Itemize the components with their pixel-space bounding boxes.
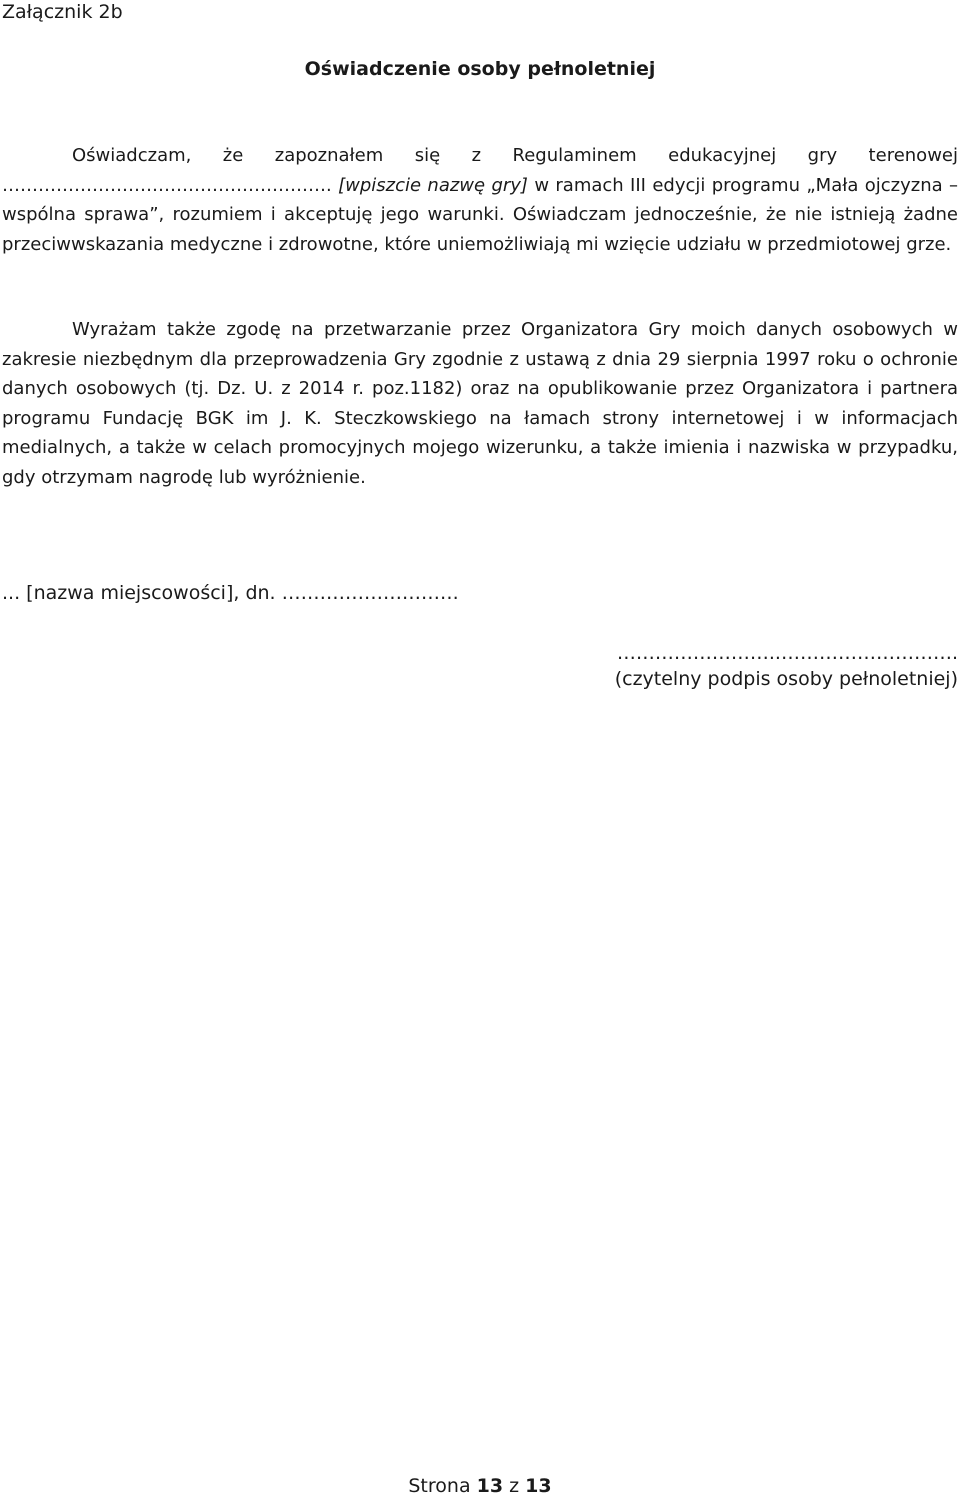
- game-name-placeholder: [wpiszcie nazwę gry]: [338, 174, 528, 196]
- footer-prefix: Strona: [408, 1475, 477, 1497]
- signature-block: [615, 640, 958, 692]
- signature-label: (czytelny podpis osoby pełnoletniej): [614, 668, 958, 690]
- signature-line: ……………………..……………………….: [616, 642, 958, 664]
- paragraph1-end: w ramach III edycji programu „Mała ojczyzna – wspólna sprawa”, rozumiem i akceptuję jego warunki. Oświadczam jednocześnie, że nie istnieją żadne przeciwwskazania medyczne i zdrowotne, które uniemożliwiają mi wzięcie udziału w przedmiotowej grze.: [2, 174, 958, 255]
- attachment-label: Załącznik 2b: [2, 1, 123, 23]
- document-title: Oświadczenie osoby pełnoletniej: [304, 58, 656, 80]
- consent-paragraph: Wyrażam także zgodę na przetwarzanie przez Organizatora Gry moich danych osobowych w zakresie niezbędnym dla przeprowadzenia Gry zgodnie z ustawą z dnia 29 sierpnia 1997 roku o ochronie danych osobowych (tj. Dz. U. z 2014 r. poz.1182) oraz na opublikowanie przez Organizatora i partnera programu Fundację BGK im J. K. Steczkowskiego na łamach strony internetowej i w informacjach medialnych, a także w celach promocyjnych mojego wizerunku, a także imienia i nazwiska w przypadku, gdy otrzymam nagrodę lub wyróżnienie.: [2, 319, 958, 488]
- place-date-line: ... [nazwa miejscowości], dn. ……………………….: [2, 582, 459, 604]
- game-name-blank: ……………………………………………….: [2, 174, 339, 196]
- page-total: 13: [525, 1475, 552, 1497]
- footer-middle: z: [503, 1475, 526, 1497]
- paragraph1-start: Oświadczam, że zapoznałem się z Regulaminem edukacyjnej gry terenowej: [72, 145, 958, 166]
- page-current: 13: [476, 1475, 504, 1497]
- declaration-paragraph: [2, 141, 958, 259]
- page-footer: [0, 1474, 960, 1498]
